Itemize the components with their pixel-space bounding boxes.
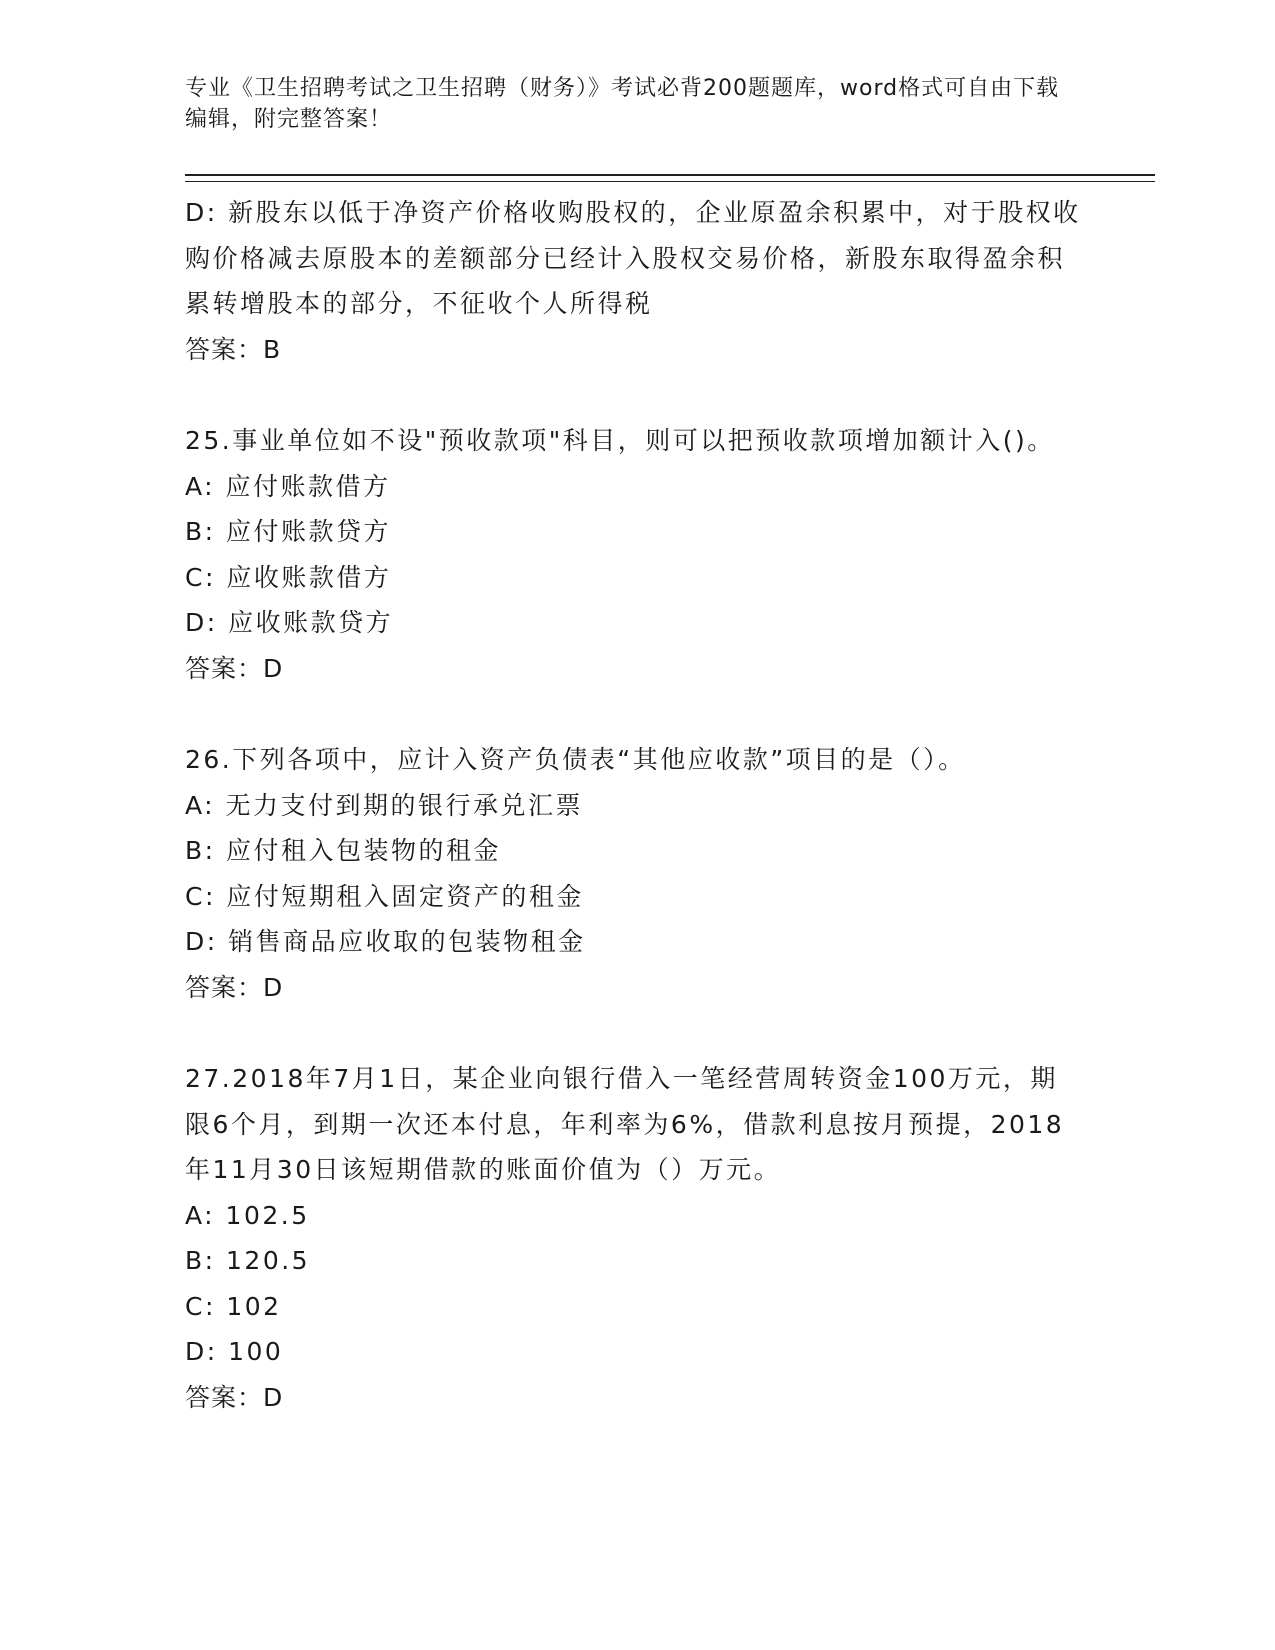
q27-answer: 答案：D: [185, 1382, 284, 1412]
q25-answer: 答案：D: [185, 653, 284, 683]
q26-answer: 答案：D: [185, 972, 284, 1002]
q27-option-c: C: 102: [185, 1291, 282, 1321]
prev-answer: 答案：B: [185, 334, 282, 364]
q25-stem: 25.事业单位如不设"预收款项"科目，则可以把预收款项增加额计入()。: [185, 426, 1055, 455]
question-content: [185, 190, 1085, 1420]
q26-stem: 26.下列各项中，应计入资产负债表“其他应收款”项目的是（）。: [185, 745, 966, 774]
q26-option-c: C: 应付短期租入固定资产的租金: [185, 881, 584, 911]
q27-option-a: A: 102.5: [185, 1200, 310, 1230]
spacer: [185, 372, 1085, 418]
spacer: [185, 691, 1085, 737]
q26-option-d: D: 销售商品应收取的包装物租金: [185, 927, 586, 956]
q25-option-a: A: 应付账款借方: [185, 471, 391, 501]
q27-option-b: B: 120.5: [185, 1246, 311, 1275]
q25-option-b: B: 应付账款贷方: [185, 517, 392, 546]
header-rule-thin: [185, 181, 1155, 182]
q27-option-d: D: 100: [185, 1337, 284, 1366]
q27-stem: 27.2018年7月1日，某企业向银行借入一笔经营周转资金100万元，期限6个月，到期一次还本付息，年利率为6%，借款利息按月预提，2018年11月30日该短期借款的账面价值为（）万元。: [185, 1064, 1065, 1184]
q26-option-b: B: 应付租入包装物的租金: [185, 836, 502, 865]
prev-option-d: D: 新股东以低于净资产价格收购股权的，企业原盈余积累中，对于股权收购价格减去原股本的差额部分已经计入股权交易价格，新股东取得盈余积累转增股本的部分，不征收个人所得税: [185, 198, 1081, 318]
q25-option-c: C: 应收账款借方: [185, 562, 392, 592]
header-rule-thick: [185, 174, 1155, 176]
q25-option-d: D: 应收账款贷方: [185, 608, 394, 637]
document-header: 专业《卫生招聘考试之卫生招聘（财务）》考试必背200题题库，word格式可自由下载编辑，附完整答案！: [185, 76, 1060, 132]
spacer: [185, 1010, 1085, 1056]
q26-option-a: A: 无力支付到期的银行承兑汇票: [185, 790, 584, 820]
